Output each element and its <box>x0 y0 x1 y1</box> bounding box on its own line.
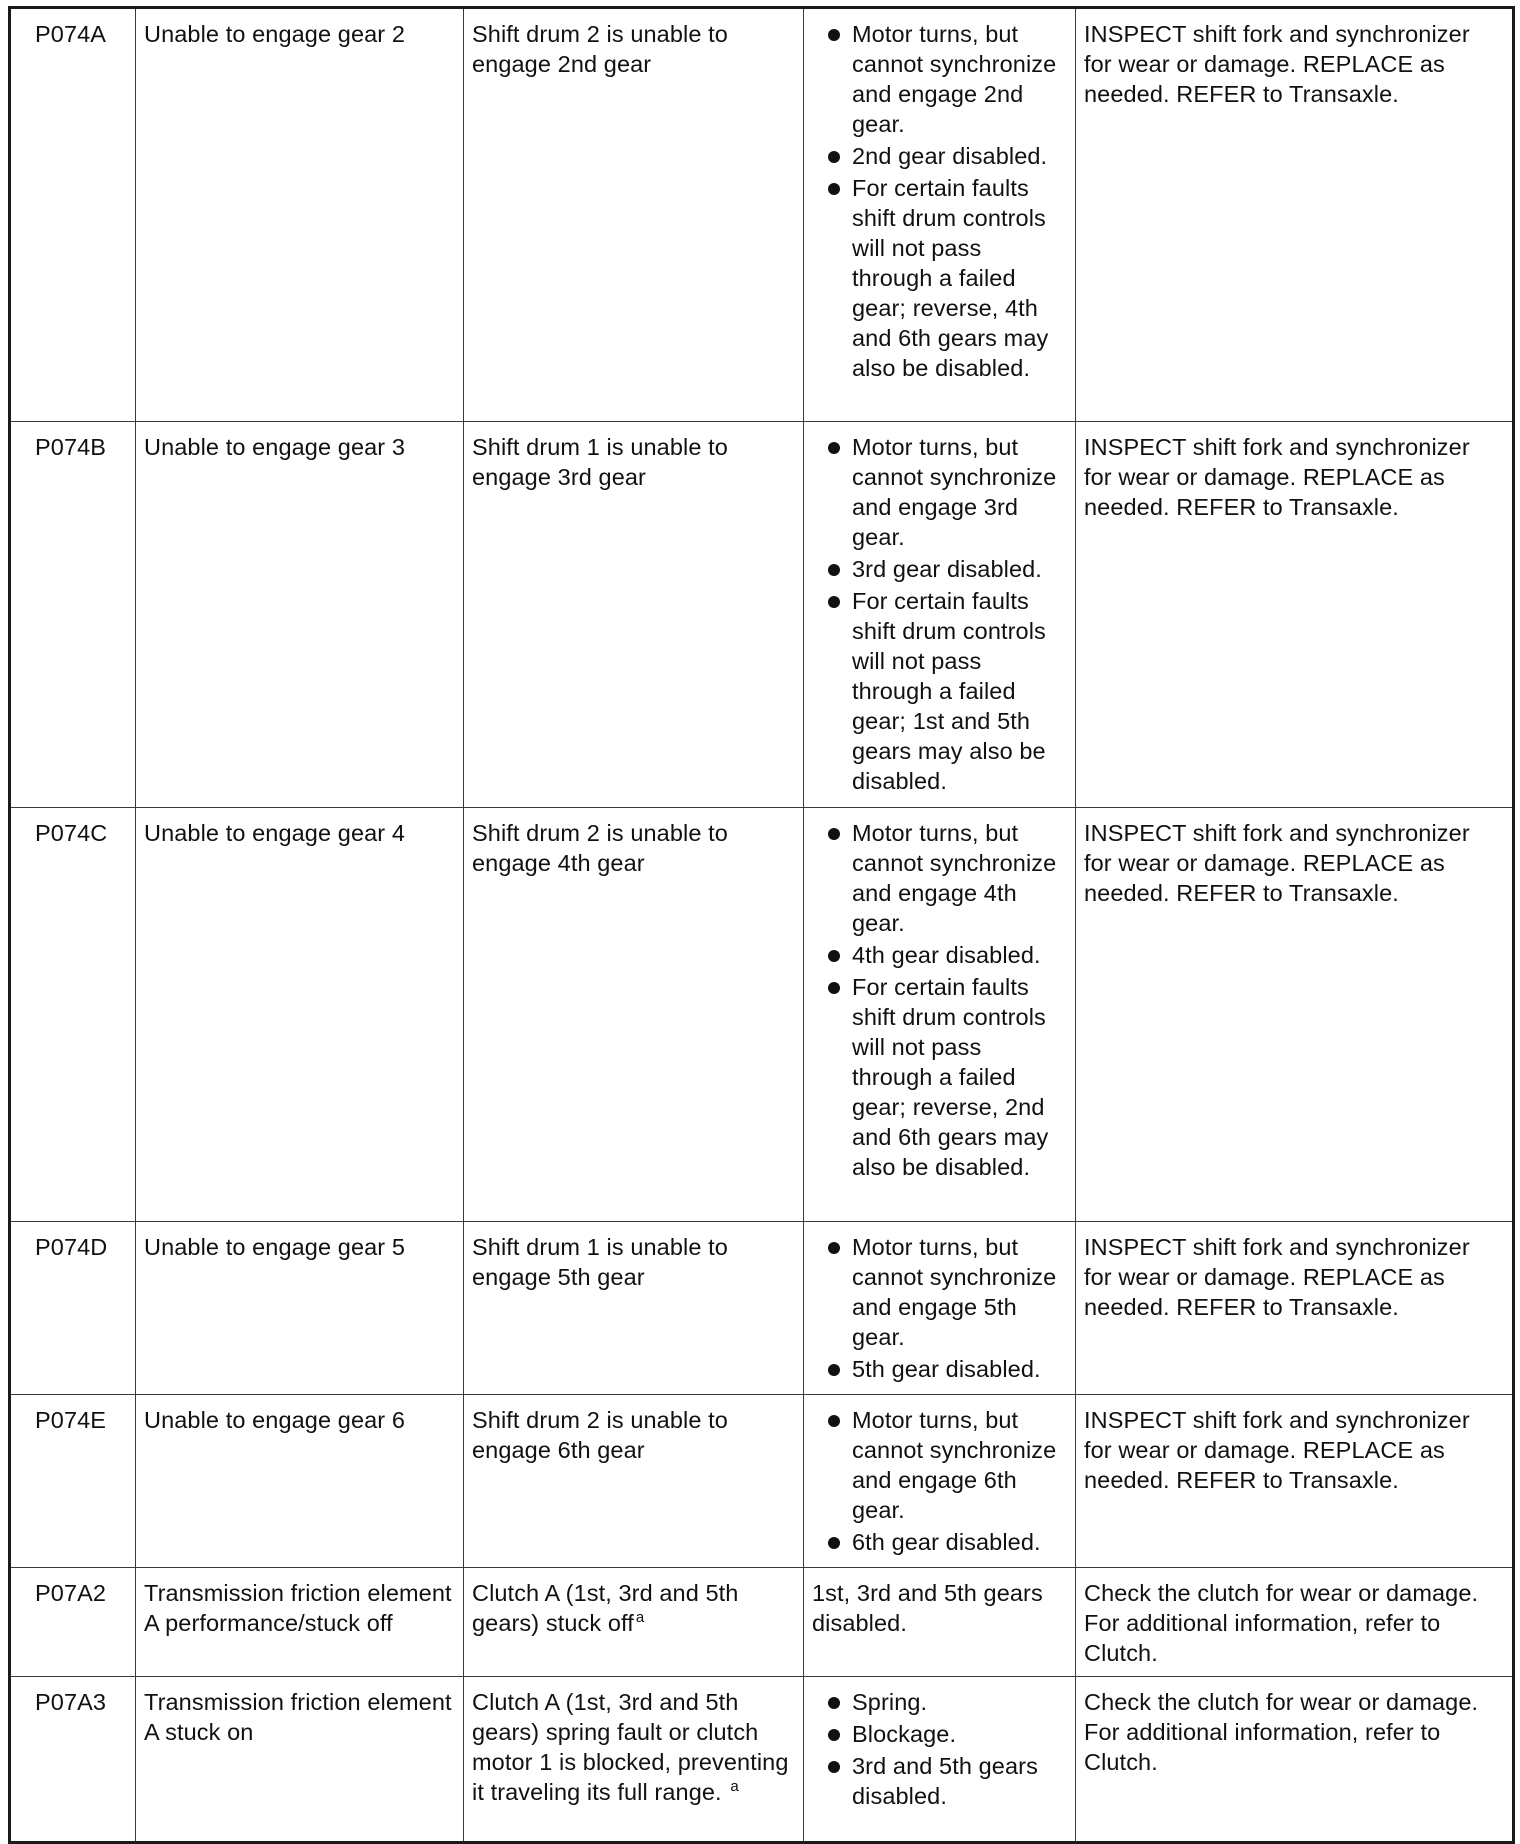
action-text: INSPECT shift fork and synchronizer for wear or damage. REPLACE as needed. REFER to Transaxle. <box>1076 8 1514 422</box>
action-text: INSPECT shift fork and synchronizer for wear or damage. REPLACE as needed. REFER to Transaxle. <box>1076 808 1514 1222</box>
table-row <box>10 8 1514 422</box>
fault-condition-text: Clutch A (1st, 3rd and 5th gears) stuck off <box>472 1580 739 1636</box>
fault-condition: Shift drum 2 is unable to engage 6th gear <box>464 1395 804 1568</box>
symptom-item: 3rd and 5th gears disabled. <box>812 1751 1067 1811</box>
fault-condition <box>464 1568 804 1677</box>
symptoms-cell <box>804 422 1076 808</box>
symptoms-cell <box>804 1395 1076 1568</box>
dtc-code: P074C <box>10 808 136 1222</box>
symptom-item: Motor turns, but cannot synchronize and engage 4th gear. <box>812 818 1067 938</box>
footnote-marker: a <box>730 1778 739 1796</box>
fault-condition <box>464 1677 804 1843</box>
table-row <box>10 808 1514 1222</box>
action-text: Check the clutch for wear or damage. For additional information, refer to Clutch. <box>1076 1677 1514 1843</box>
symptoms-cell <box>804 808 1076 1222</box>
table-row <box>10 1677 1514 1843</box>
symptoms-cell <box>804 8 1076 422</box>
symptom-list <box>812 1232 1067 1384</box>
table-row <box>10 422 1514 808</box>
symptom-item: Motor turns, but cannot synchronize and engage 6th gear. <box>812 1405 1067 1525</box>
action-text: INSPECT shift fork and synchronizer for wear or damage. REPLACE as needed. REFER to Transaxle. <box>1076 422 1514 808</box>
dtc-description: Unable to engage gear 2 <box>136 8 464 422</box>
symptom-item: 5th gear disabled. <box>812 1354 1067 1384</box>
dtc-description: Unable to engage gear 5 <box>136 1222 464 1395</box>
fault-condition: Shift drum 2 is unable to engage 2nd gear <box>464 8 804 422</box>
symptom-item: Spring. <box>812 1687 1067 1717</box>
action-text: INSPECT shift fork and synchronizer for wear or damage. REPLACE as needed. REFER to Transaxle. <box>1076 1395 1514 1568</box>
dtc-code: P07A2 <box>10 1568 136 1677</box>
symptom-item: 3rd gear disabled. <box>812 554 1067 584</box>
dtc-table <box>8 6 1515 1844</box>
symptom-item: Blockage. <box>812 1719 1067 1749</box>
dtc-code: P074B <box>10 422 136 808</box>
action-text: Check the clutch for wear or damage. For additional information, refer to Clutch. <box>1076 1568 1514 1677</box>
dtc-description: Transmission friction element A performance/stuck off <box>136 1568 464 1677</box>
dtc-code: P074E <box>10 1395 136 1568</box>
footnote-marker: a <box>635 1609 645 1627</box>
symptom-item: Motor turns, but cannot synchronize and engage 5th gear. <box>812 1232 1067 1352</box>
symptom-item: 4th gear disabled. <box>812 940 1067 970</box>
symptom-list <box>812 1405 1067 1557</box>
symptom-item: 2nd gear disabled. <box>812 141 1067 171</box>
symptom-list <box>812 1687 1067 1811</box>
symptoms-cell <box>804 1677 1076 1843</box>
fault-condition: Shift drum 1 is unable to engage 3rd gear <box>464 422 804 808</box>
symptom-item: For certain faults shift drum controls will not pass through a failed gear; reverse, 2nd and 6th gears may also be disabled. <box>812 972 1067 1182</box>
symptom-text: 1st, 3rd and 5th gears disabled. <box>804 1568 1076 1677</box>
symptom-item: Motor turns, but cannot synchronize and engage 2nd gear. <box>812 19 1067 139</box>
symptom-list <box>812 19 1067 383</box>
symptom-item: For certain faults shift drum controls will not pass through a failed gear; reverse, 4th and 6th gears may also be disabled. <box>812 173 1067 383</box>
symptom-item: Motor turns, but cannot synchronize and engage 3rd gear. <box>812 432 1067 552</box>
table-row <box>10 1222 1514 1395</box>
dtc-code: P074A <box>10 8 136 422</box>
table-row <box>10 1395 1514 1568</box>
dtc-description: Unable to engage gear 6 <box>136 1395 464 1568</box>
fault-condition: Shift drum 2 is unable to engage 4th gear <box>464 808 804 1222</box>
dtc-description: Unable to engage gear 3 <box>136 422 464 808</box>
table-row <box>10 1568 1514 1677</box>
dtc-code: P074D <box>10 1222 136 1395</box>
symptom-item: For certain faults shift drum controls will not pass through a failed gear; 1st and 5th gears may also be disabled. <box>812 586 1067 796</box>
fault-condition-text: Clutch A (1st, 3rd and 5th gears) spring fault or clutch motor 1 is blocked, preventing it traveling its full range. <box>472 1689 789 1805</box>
symptoms-cell <box>804 1222 1076 1395</box>
dtc-description: Transmission friction element A stuck on <box>136 1677 464 1843</box>
dtc-description: Unable to engage gear 4 <box>136 808 464 1222</box>
symptom-list <box>812 432 1067 796</box>
action-text: INSPECT shift fork and synchronizer for wear or damage. REPLACE as needed. REFER to Transaxle. <box>1076 1222 1514 1395</box>
dtc-code: P07A3 <box>10 1677 136 1843</box>
symptom-item: 6th gear disabled. <box>812 1527 1067 1557</box>
fault-condition: Shift drum 1 is unable to engage 5th gear <box>464 1222 804 1395</box>
symptom-list <box>812 818 1067 1182</box>
